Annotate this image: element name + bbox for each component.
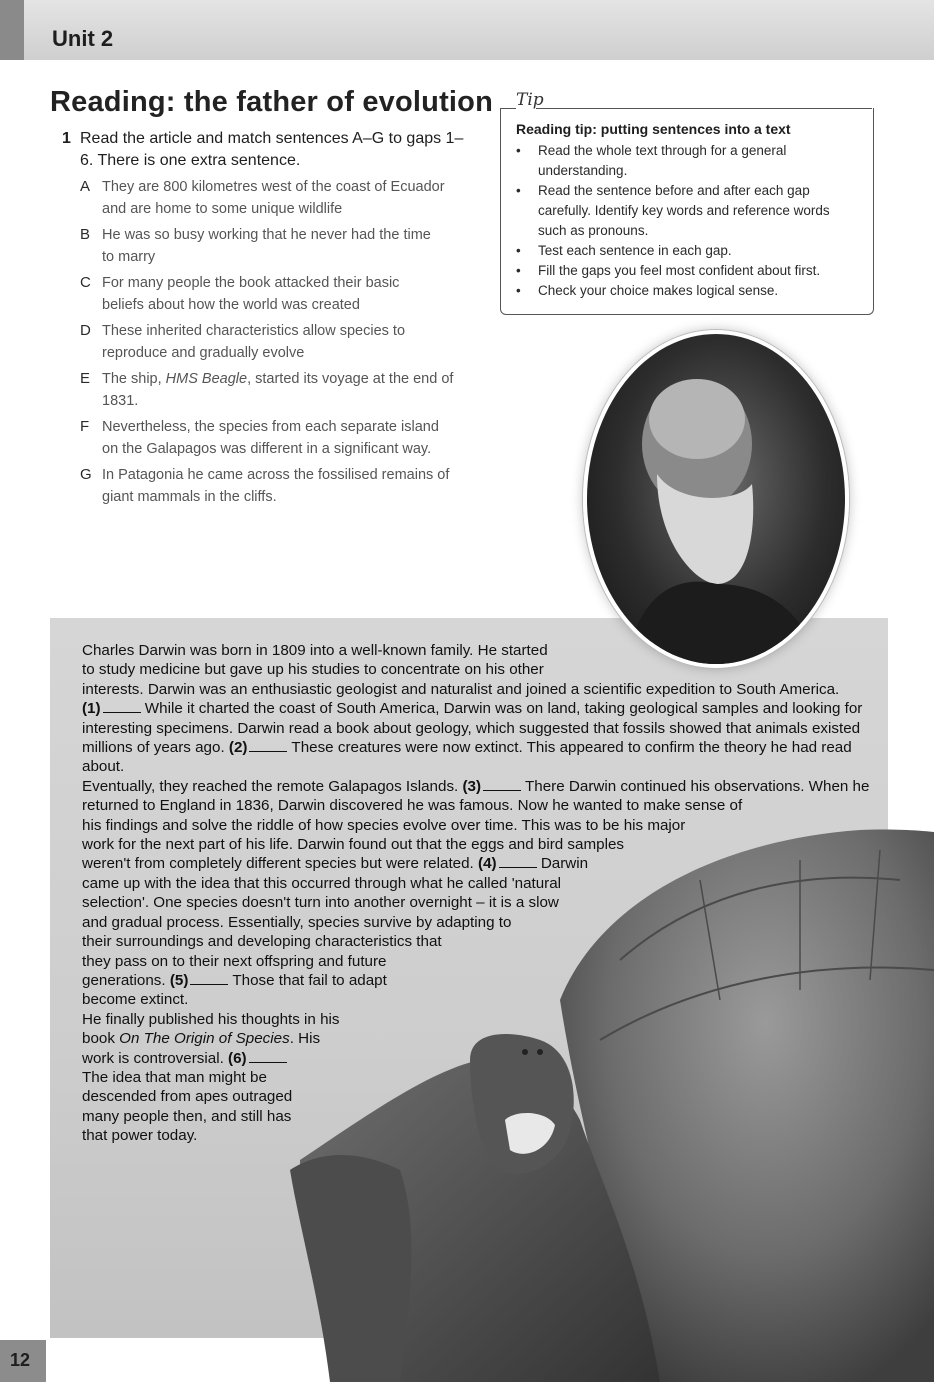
page-number: 12 <box>10 1350 31 1370</box>
bullet-icon: • <box>516 283 521 298</box>
gap-blank <box>499 855 537 868</box>
gap-blank <box>249 1050 287 1063</box>
sentence-text: He was so busy working that he never had the time <box>102 227 431 243</box>
sentence-text: For many people the book attacked their basic <box>102 275 400 291</box>
option-letter: E <box>80 370 91 387</box>
tip-label: Tip <box>516 90 544 110</box>
option-letter: G <box>80 466 92 483</box>
bullet-icon: • <box>516 143 521 158</box>
tip-item: • Read the whole text through for a general understanding. <box>516 143 787 178</box>
sentence-text: reproduce and gradually evolve <box>102 345 305 361</box>
sentence-text: , started its voyage at the end of <box>247 371 454 387</box>
book-title: On The Origin of Species <box>119 1030 290 1048</box>
ship-name: HMS Beagle <box>165 371 248 387</box>
unit-label: Unit 2 <box>52 26 114 51</box>
sentence-text: These inherited characteristics allow species to <box>102 323 406 339</box>
portrait-illustration <box>587 334 845 664</box>
gap-blank <box>483 778 521 791</box>
article-body: Charles Darwin was born in 1809 into a well-known family. He started to study medicine but gave up his studies to concentrate on his other interests. Darwin was an enthusiastic geologist and naturalist and joined a scientific expedition to South America. (1) While it charted the coast of South America, Darwin was on land, taking geological samples and looking for interesting specimens. Darwin read a book about geology, which suggested that fossils showed that animals existed millions of years ago. (2) These creatures were now extinct. This appeared to confirm the theory he had read about. Eventually, they reached the remote Galapagos Islands. (3) There Darwin continued his observations. When he returned to England in 1836, Darwin discovered he was famous. Now he wanted to make sense of his findings and solve the riddle of how species evolve over time. This was to be his major work for the next part of his life. Darwin found out that the eggs and bird samples weren't from completely different species but were related. (4) Darwin came up with the idea that this occurred through what he called 'natural selection'. One species doesn't turn into another overnight – it is a slow and gradual process. Essentially, species survive by adapting to their surroundings and developing characteristics that they pass on to their next offspring and future generations. (5) Those that fail to adapt become extinct. He finally published his thoughts in his book On The Origin of Species. His work is controversial. (6) The idea that man might be descended from apes outraged many people then, and still has that power today. <box>82 642 870 1145</box>
page-title: Reading: the father of evolution <box>50 86 494 118</box>
instruction-text: Read the article and match sentences A–G to gaps 1–6. There is one extra sentence. <box>80 130 464 169</box>
gap-marker-3: (3) <box>462 777 482 795</box>
gap-marker-5: (5) <box>169 971 189 989</box>
tip-heading: Reading tip: putting sentences into a text <box>516 121 791 137</box>
bullet-icon: • <box>516 263 521 278</box>
gap-marker-1: (1) <box>82 700 101 718</box>
sentence-text: to marry <box>102 249 156 265</box>
option-letter: B <box>80 226 91 243</box>
sentence-text: Nevertheless, the species from each separate island <box>102 419 439 435</box>
bullet-icon: • <box>516 243 521 258</box>
option-letter: F <box>80 418 90 435</box>
tip-item: • Read the sentence before and after each gap carefully. Identify key words and reference words such as pronouns. <box>516 183 830 238</box>
sentence-text: They are 800 kilometres west of the coast of Ecuador <box>102 179 445 195</box>
gap-marker-6: (6) <box>228 1049 247 1067</box>
leg <box>290 1155 412 1382</box>
sentence-text: giant mammals in the cliffs. <box>102 489 277 505</box>
bullet-icon: • <box>516 183 521 198</box>
darwin-portrait <box>583 330 849 668</box>
gap-blank <box>190 972 228 985</box>
gap-blank <box>103 700 141 713</box>
option-letter: A <box>80 178 91 195</box>
option-letter: C <box>80 274 91 291</box>
exercise-number: 1 <box>62 130 71 147</box>
sentence-text: beliefs about how the world was created <box>102 297 360 313</box>
option-letter: D <box>80 322 91 339</box>
gap-marker-2: (2) <box>228 739 248 757</box>
gap-blank <box>249 739 287 752</box>
sentence-text: and are home to some unique wildlife <box>102 201 343 217</box>
sentence-text: In Patagonia he came across the fossilised remains of <box>102 467 450 483</box>
tip-item: • Check your choice makes logical sense. <box>516 281 856 301</box>
sentence-text: The ship, <box>102 371 166 387</box>
sentence-text: 1831. <box>102 393 139 409</box>
gap-marker-4: (4) <box>478 855 497 873</box>
tip-item: • Test each sentence in each gap. <box>516 241 856 261</box>
tip-item: • Fill the gaps you feel most confident about first. <box>516 261 856 281</box>
sentence-text: on the Galapagos was different in a significant way. <box>102 441 432 457</box>
